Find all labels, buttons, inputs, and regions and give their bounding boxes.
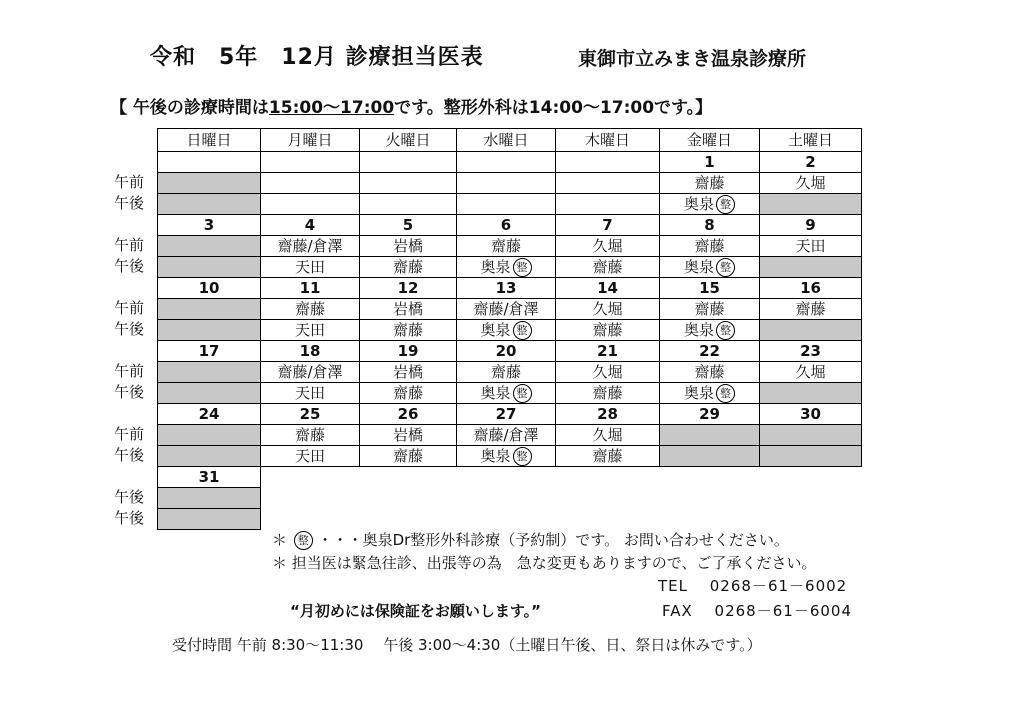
pm-doctor-cell [360,194,457,215]
pm-doctor-cell [261,194,360,215]
pm-doctor-cell [556,320,660,341]
date-cell: 17 [158,341,261,362]
seiki-legend [272,530,789,550]
fax-number: FAX 0268－61－6004 [662,602,852,620]
doctor-name: 齋藤 [694,363,725,381]
afternoon-hours-notice [110,93,712,118]
pm-doctor-cell [158,383,261,404]
pm-doctor-cell [457,383,556,404]
date-cell: 19 [360,341,457,362]
pm-doctor-cell [556,383,660,404]
am-row [158,299,862,320]
am-doctor-cell [158,425,261,446]
seiki-mark-icon: 整 [294,531,313,550]
date-cell: 25 [261,404,360,425]
legend-text: ・・・奥泉Dr整形外科診療（予約制）です。 お問い合わせください。 [317,531,789,549]
doctor-name: 奥泉 [480,321,511,339]
date-cell: 10 [158,278,261,299]
pm-doctor-cell [360,383,457,404]
insurance-note: “月初めには保険証をお願いします。” [290,602,542,620]
pm-doctor-cell [660,320,760,341]
doctor-name: 久堀 [795,174,826,192]
date-cell: 16 [760,278,862,299]
date-cell: 2 [760,152,862,173]
doctor-name: 齋藤 [490,237,521,255]
am-doctor-cell [660,173,760,194]
pm-doctor-cell [760,257,862,278]
date-cell: 20 [457,341,556,362]
date-row [158,404,862,425]
doctor-name: 久堀 [592,300,623,318]
am-row [158,173,862,194]
am-doctor-cell [360,173,457,194]
pm-doctor-cell [660,446,760,467]
doctor-name: 久堀 [592,363,623,381]
schedule-table [157,128,862,530]
doctor-name: 齋藤 [694,174,725,192]
pm-doctor-cell [660,257,760,278]
date-cell: 14 [556,278,660,299]
pm-row [158,383,862,404]
weekday-header: 日曜日 [158,129,261,152]
doctor-name: 奥泉 [683,195,714,213]
am-doctor-cell [457,299,556,320]
pm-doctor-cell [158,194,261,215]
pm-doctor-cell [158,509,261,530]
date-cell: 26 [360,404,457,425]
doctor-name: 岩橋 [392,426,423,444]
date-cell [261,152,360,173]
pm-label: 午後 [114,509,145,527]
am-label: 午前 [114,362,145,380]
date-cell: 4 [261,215,360,236]
clinic-name: 東御市立みまき温泉診療所 [578,48,807,70]
pm-label: 午後 [114,383,145,401]
notice-suffix: です。整形外科は14:00～17:00です。】 [394,98,713,118]
pm-row [158,320,862,341]
doctor-name: 久堀 [795,363,826,381]
weekday-header: 土曜日 [760,129,862,152]
date-cell: 27 [457,404,556,425]
date-cell: 9 [760,215,862,236]
seiki-mark-icon: 整 [716,195,735,214]
doctor-name: 奥泉 [683,384,714,402]
date-cell: 3 [158,215,261,236]
am-doctor-cell [457,173,556,194]
am-doctor-cell [457,362,556,383]
am-doctor-cell [556,425,660,446]
seiki-mark-icon: 整 [716,258,735,277]
pm-doctor-cell [158,257,261,278]
am-doctor-cell [556,362,660,383]
pm-label: 午後 [114,257,145,275]
seiki-mark-icon: 整 [716,321,735,340]
am-doctor-cell [360,362,457,383]
date-cell: 8 [660,215,760,236]
seiki-mark-icon: 整 [513,447,532,466]
am-doctor-cell [261,173,360,194]
legend-star: ＊ [272,531,288,549]
am-doctor-cell [760,173,862,194]
am-doctor-cell [261,236,360,257]
date-cell: 18 [261,341,360,362]
seiki-mark-icon: 整 [513,321,532,340]
reception-hours: 受付時間 午前 8:30～11:30 午後 3:00～4:30（土曜日午後、日、祭日は休みです。） [172,636,762,654]
am-doctor-cell [158,236,261,257]
date-cell: 7 [556,215,660,236]
date-cell: 23 [760,341,862,362]
am-doctor-cell [158,173,261,194]
am-doctor-cell [556,173,660,194]
pm-doctor-cell [556,257,660,278]
pm-doctor-cell [261,383,360,404]
pm-row [158,257,862,278]
date-cell: 24 [158,404,261,425]
doctor-name: 天田 [294,384,325,402]
am-label: 午前 [114,299,145,317]
pm-doctor-cell [457,194,556,215]
am-doctor-cell [261,299,360,320]
pm-label: 午後 [114,488,145,506]
pm-doctor-cell [360,320,457,341]
doctor-name: 奥泉 [480,447,511,465]
am-label: 午前 [114,425,145,443]
doctor-name: 齋藤 [592,258,623,276]
date-row [158,467,862,488]
am-doctor-cell [760,299,862,320]
doctor-name: 齋藤 [294,300,325,318]
date-cell: 12 [360,278,457,299]
am-doctor-cell [360,299,457,320]
date-cell: 5 [360,215,457,236]
doctor-name: 天田 [294,447,325,465]
am-row [158,362,862,383]
am-row [158,425,862,446]
am-doctor-cell [158,299,261,320]
pm-doctor-cell [660,383,760,404]
notice-time: 15:00～17:00 [268,98,395,118]
am-doctor-cell [158,362,261,383]
pm-doctor-cell [360,446,457,467]
doctor-name: 齋藤/倉澤 [277,363,343,381]
date-row [158,341,862,362]
weekday-header: 木曜日 [556,129,660,152]
weekday-header: 月曜日 [261,129,360,152]
change-notice: ＊ 担当医は緊急往診、出張等の為 急な変更もありますので、ご了承ください。 [272,554,817,572]
pm-label: 午後 [114,320,145,338]
doctor-name: 齋藤 [392,447,423,465]
am-doctor-cell [360,425,457,446]
am-doctor-cell [660,425,760,446]
seiki-mark-icon: 整 [513,258,532,277]
am-row [158,236,862,257]
doctor-name: 奥泉 [683,321,714,339]
doctor-name: 天田 [294,258,325,276]
doctor-name: 齋藤 [294,426,325,444]
seiki-mark-icon: 整 [716,384,735,403]
date-row [158,152,862,173]
pm-row [158,488,862,509]
doctor-name: 齋藤 [795,300,826,318]
doctor-name: 齋藤/倉澤 [473,300,539,318]
date-cell: 13 [457,278,556,299]
page-title: 令和 5年 12月 診療担当医表 [150,45,484,70]
pm-doctor-cell [158,446,261,467]
pm-doctor-cell [760,446,862,467]
pm-doctor-cell [360,257,457,278]
date-cell: 22 [660,341,760,362]
doctor-name: 齋藤 [392,384,423,402]
am-doctor-cell [760,425,862,446]
date-row [158,215,862,236]
date-row [158,278,862,299]
weekday-header: 金曜日 [660,129,760,152]
date-cell: 15 [660,278,760,299]
am-doctor-cell [261,425,360,446]
doctor-name: 齋藤 [392,258,423,276]
am-doctor-cell [457,236,556,257]
pm-row [158,446,862,467]
doctor-name: 天田 [795,237,826,255]
doctor-name: 岩橋 [392,300,423,318]
doctor-name: 齋藤/倉澤 [277,237,343,255]
date-cell: 6 [457,215,556,236]
doctor-name: 奥泉 [683,258,714,276]
date-cell [360,152,457,173]
am-doctor-cell [760,362,862,383]
am-doctor-cell [556,236,660,257]
am-doctor-cell [457,425,556,446]
date-cell [457,152,556,173]
date-cell: 31 [158,467,261,488]
pm-doctor-cell [660,194,760,215]
pm-row [158,509,862,530]
doctor-name: 齋藤 [592,321,623,339]
doctor-name: 齋藤/倉澤 [473,426,539,444]
doctor-name: 久堀 [592,426,623,444]
pm-doctor-cell [457,320,556,341]
am-label: 午前 [114,236,145,254]
pm-row [158,194,862,215]
date-cell: 29 [660,404,760,425]
doctor-name: 久堀 [592,237,623,255]
pm-label: 午後 [114,446,145,464]
doctor-name: 齋藤 [592,447,623,465]
date-cell: 21 [556,341,660,362]
date-cell: 1 [660,152,760,173]
am-doctor-cell [660,362,760,383]
pm-doctor-cell [158,320,261,341]
pm-doctor-cell [556,194,660,215]
tel-number: TEL 0268－61－6002 [658,577,848,595]
am-doctor-cell [760,236,862,257]
doctor-name: 天田 [294,321,325,339]
doctor-name: 岩橋 [392,237,423,255]
doctor-name: 齋藤 [694,237,725,255]
date-cell: 11 [261,278,360,299]
pm-label: 午後 [114,194,145,212]
pm-doctor-cell [457,446,556,467]
am-doctor-cell [556,299,660,320]
am-doctor-cell [261,362,360,383]
weekday-header: 火曜日 [360,129,457,152]
notice-prefix: 【 午後の診療時間は [110,98,269,118]
weekday-header-row [158,129,862,152]
pm-doctor-cell [457,257,556,278]
doctor-name: 奥泉 [480,258,511,276]
date-cell [158,152,261,173]
pm-doctor-cell [261,446,360,467]
am-doctor-cell [360,236,457,257]
doctor-name: 齋藤 [694,300,725,318]
doctor-name: 齋藤 [490,363,521,381]
date-cell: 30 [760,404,862,425]
pm-doctor-cell [158,488,261,509]
pm-doctor-cell [556,446,660,467]
am-label: 午前 [114,173,145,191]
pm-doctor-cell [760,194,862,215]
date-cell [556,152,660,173]
pm-doctor-cell [261,257,360,278]
date-cell: 28 [556,404,660,425]
pm-doctor-cell [261,320,360,341]
am-doctor-cell [660,236,760,257]
doctor-name: 齋藤 [392,321,423,339]
am-doctor-cell [660,299,760,320]
pm-doctor-cell [760,383,862,404]
seiki-mark-icon: 整 [513,384,532,403]
weekday-header: 水曜日 [457,129,556,152]
doctor-name: 齋藤 [592,384,623,402]
pm-doctor-cell [760,320,862,341]
doctor-name: 奥泉 [480,384,511,402]
doctor-name: 岩橋 [392,363,423,381]
